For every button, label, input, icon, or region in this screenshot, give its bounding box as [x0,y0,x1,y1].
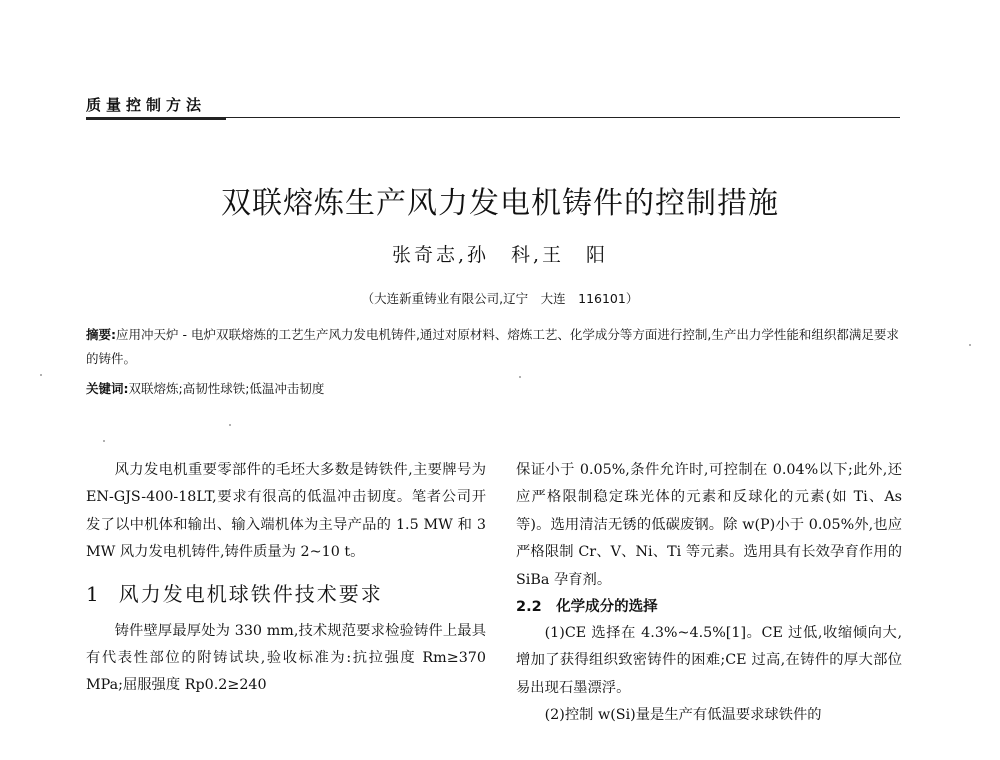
right-paragraph-1: 保证小于 0.05%,条件允许时,可控制在 0.04%以下;此外,还应严格限制稳定珠光体的元素和反球化的元素(如 Ti、As 等)。选用清洁无锈的低碳废钢。除 w(P)小于 0.05%外,也应严格限制 Cr、V、Ni、Ti 等元素。选用具有长效孕育作用的 SiBa 孕育剂。 [516,462,902,588]
scan-speck [40,374,42,376]
section-1-heading [86,580,486,608]
section-1-title: 风力发电机球铁件技术要求 [118,581,383,606]
section-label: 质量控制方法 [86,96,207,114]
abstract-label: 摘要: [86,327,116,342]
keywords-label: 关键词: [86,381,129,396]
left-column [86,457,486,700]
abstract [86,323,904,371]
right-paragraph-2: (1)CE 选择在 4.3%~4.5%[1]。CE 过低,收缩倾向大,增加了获得组织致密铸件的困难;CE 过高,在铸件的厚大部位易出现石墨漂浮。 [516,625,902,696]
article-affiliation: （大连新重铸业有限公司,辽宁 大连 116101） [361,291,639,306]
scan-speck [229,424,231,426]
abstract-text: 应用冲天炉 - 电炉双联熔炼的工艺生产风力发电机铸件,通过对原材料、熔炼工艺、化学成分等方面进行控制,生产出力学性能和组织都满足要求的铸件。 [86,327,899,366]
header-rule-accent [86,118,226,120]
scan-speck [519,376,521,378]
left-paragraph-1: 风力发电机重要零部件的毛坯大多数是铸铁件,主要牌号为 EN-GJS-400-18LT,要求有很高的低温冲击韧度。笔者公司开发了以中机体和输出、输入端机体为主导产品的 1.5 MW 和 3 MW 风力发电机铸件,铸件质量为 2~10 t。 [86,462,486,561]
keywords [86,377,904,401]
scan-speck [103,440,105,442]
keywords-text: 双联熔炼;高韧性球铁;低温冲击韧度 [128,381,325,396]
right-paragraph-3: (2)控制 w(Si)量是生产有低温要求球铁件的 [544,707,822,724]
section-2-2-heading: 2.2 化学成分的选择 [516,599,658,616]
section-1-number: 1 [86,581,101,606]
right-column [516,457,902,730]
article-authors: 张奇志,孙 科,王 阳 [391,244,609,266]
article-title: 双联熔炼生产风力发电机铸件的控制措施 [221,186,779,221]
scan-speck [969,344,971,346]
left-paragraph-2: 铸件壁厚最厚处为 330 mm,技术规范要求检验铸件上最具有代表性部位的附铸试块,验收标准为:抗拉强度 Rm≥370 MPa;屈服强度 Rp0.2≥240 [86,622,486,694]
